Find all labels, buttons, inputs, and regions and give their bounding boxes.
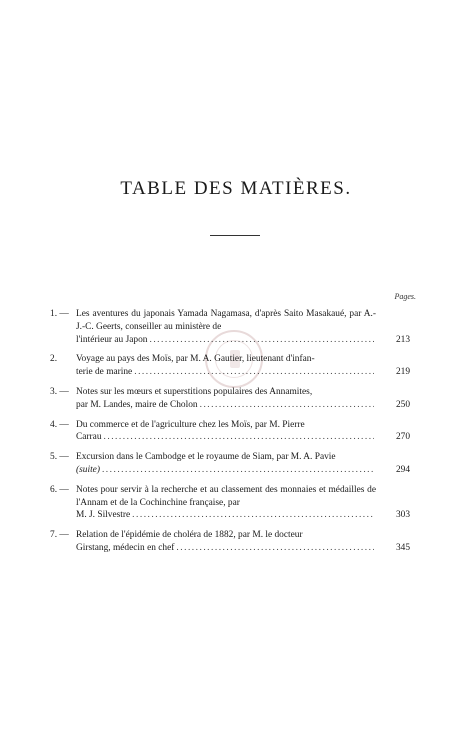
entry-page-number: 250	[395, 399, 410, 410]
entry-title-end: M. J. Silvestre	[76, 510, 131, 521]
entry-last-line	[76, 509, 376, 522]
entry-page-number: 294	[395, 464, 410, 475]
toc-entry	[50, 419, 410, 445]
entry-page-number: 303	[395, 510, 410, 521]
page-title: TABLE DES MATIÈRES.	[120, 178, 352, 199]
entry-title-end: terie de marine	[76, 367, 133, 378]
pages-column-heading: Pages.	[394, 292, 416, 301]
dot-leader	[176, 542, 374, 555]
dot-leader	[200, 399, 374, 412]
entry-last-line	[76, 431, 376, 444]
entry-title: Excursion dans le Cambodge et le royaume de Siam, par M. A. Pavie	[76, 452, 336, 463]
entry-title: Du commerce et de l'agriculture chez les Moïs, par M. Pierre	[76, 419, 305, 430]
entry-number: 5. —	[50, 452, 69, 463]
entry-number: 2.	[50, 354, 58, 365]
entry-last-line	[76, 399, 376, 412]
entry-number: 4. —	[50, 419, 69, 430]
entry-title: Les aventures du japonais Yamada Nagamasa, d'après Saito Masakaué, par A.-J.-C. Geerts, conseiller au ministère de	[76, 309, 376, 332]
dot-leader	[104, 431, 374, 444]
toc-entry	[50, 451, 410, 477]
entry-title: Voyage au pays des Moïs, par M. A. Gautier, lieutenant d'infan-	[76, 354, 315, 365]
toc-entry	[50, 353, 410, 379]
entry-title-end: (suite)	[76, 464, 100, 475]
title-rule	[210, 235, 260, 236]
entry-page-number: 219	[395, 367, 410, 378]
dot-leader	[132, 509, 374, 522]
entry-last-line	[76, 334, 376, 347]
entry-title-end: Girstang, médecin en chef	[76, 542, 175, 553]
entry-title: Relation de l'épidémie de choléra de 1882, par M. le docteur	[76, 530, 303, 541]
entry-number: 1. —	[50, 309, 69, 319]
toc-entry	[50, 386, 410, 412]
dot-leader	[102, 464, 374, 477]
entry-last-line	[76, 464, 376, 477]
table-of-contents	[50, 308, 410, 562]
toc-entry	[50, 308, 410, 346]
entry-last-line	[76, 366, 376, 379]
entry-page-number: 270	[395, 432, 410, 443]
entry-title-end: l'intérieur au Japon	[76, 334, 148, 345]
entry-number: 3. —	[50, 386, 69, 397]
dot-leader	[149, 334, 374, 347]
toc-entry	[50, 484, 410, 522]
entry-page-number: 345	[395, 542, 410, 553]
entry-page-number: 213	[395, 334, 410, 345]
entry-number: 7. —	[50, 530, 69, 541]
entry-number: 6. —	[50, 484, 69, 495]
entry-title: Notes pour servir à la recherche et au classement des monnaies et médailles de l'Annam et de la Cochinchine française, par	[76, 484, 376, 508]
entry-title: Notes sur les mœurs et superstitions populaires des Annamites,	[76, 386, 313, 397]
toc-entry	[50, 529, 410, 555]
entry-title-end: Carrau	[76, 432, 102, 443]
entry-title-end: par M. Landes, maire de Cholon	[76, 399, 198, 410]
entry-last-line	[76, 542, 376, 555]
dot-leader	[134, 366, 374, 379]
